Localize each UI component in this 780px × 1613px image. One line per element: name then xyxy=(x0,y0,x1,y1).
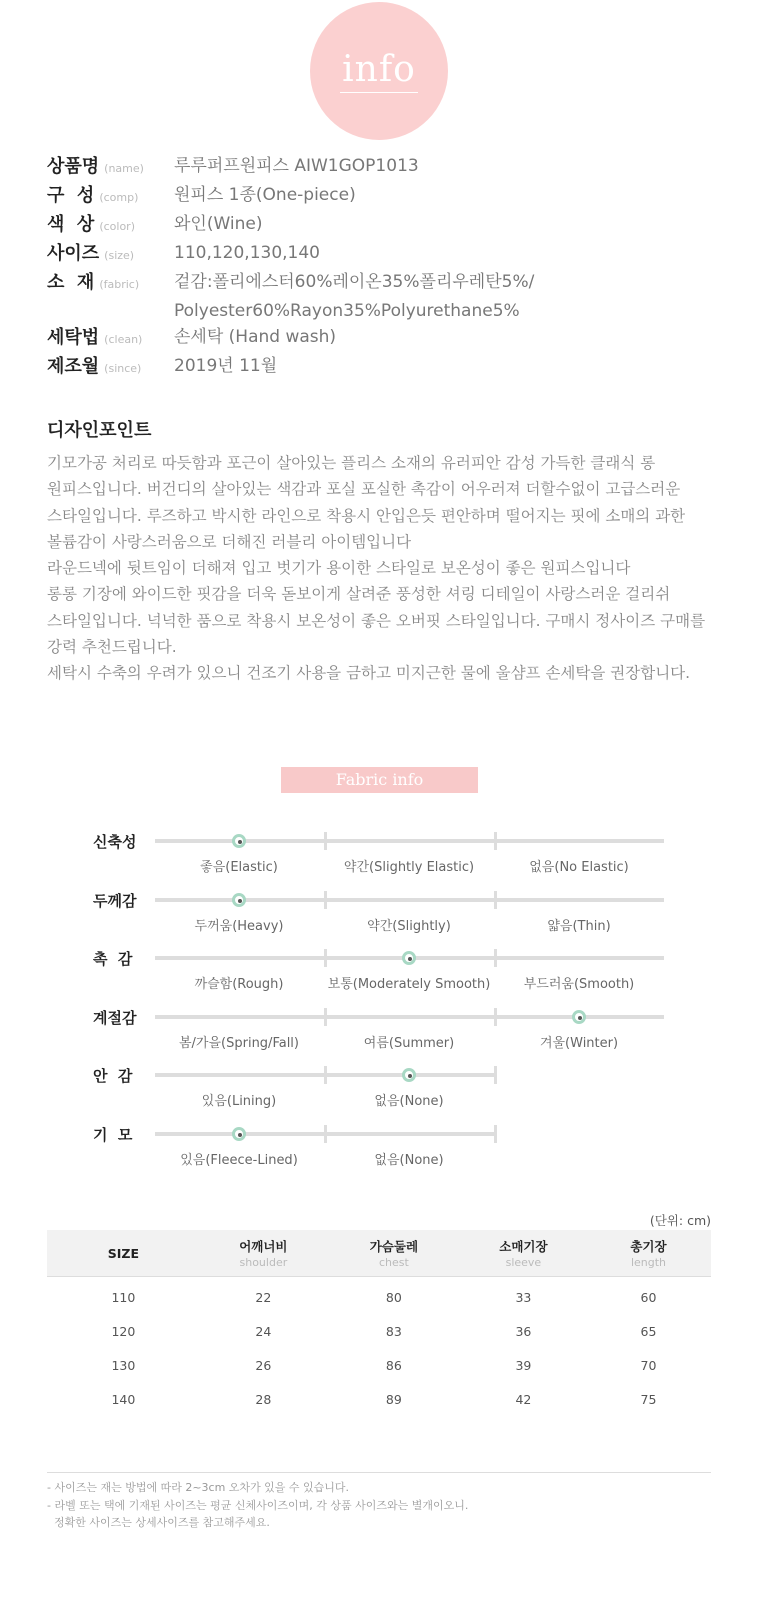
scale-tick xyxy=(494,1008,497,1026)
size-table-header xyxy=(47,1230,711,1277)
scale-option: 있음(Fleece-Lined) xyxy=(180,1152,298,1168)
design-point-line: 세탁시 수축의 우려가 있으니 건조기 사용을 금하고 미지근한 물에 울샴프 손세탁을 권장합니다. xyxy=(47,664,691,683)
table-cell: 39 xyxy=(515,1357,532,1373)
table-cell: 120 xyxy=(111,1323,136,1339)
header-label-en: chest xyxy=(378,1256,409,1269)
spec-row-clean xyxy=(47,326,737,355)
scale-track xyxy=(155,1015,664,1019)
table-cell: 75 xyxy=(640,1391,657,1407)
table-cell: 86 xyxy=(385,1357,402,1373)
scale-option: 약간(Slightly Elastic) xyxy=(343,860,475,875)
spec-label: 구 성 xyxy=(47,185,95,206)
spec-row-comp xyxy=(47,184,737,213)
table-cell: 42 xyxy=(515,1391,532,1407)
spec-value-line: 겉감:폴리에스터60%레이온35%폴리우레탄5%/ xyxy=(174,272,535,292)
spec-value xyxy=(174,268,534,326)
table-cell: 70 xyxy=(640,1357,657,1373)
design-point-line: 스타일입니다. 넉넉한 품으로 착용시 보온성이 좋은 오버핏 스타일입니다. 구매시 정사이즈 구매를 xyxy=(47,611,706,630)
spec-row-since xyxy=(47,355,737,384)
design-point-line: 강력 추천드립니다. xyxy=(47,638,177,657)
scale-option: 봄/가을(Spring/Fall) xyxy=(178,1035,299,1051)
scale-option: 까슬함(Rough) xyxy=(194,977,284,992)
scale-option: 겨울(Winter) xyxy=(539,1035,619,1051)
scale-option: 없음(None) xyxy=(374,1094,444,1109)
design-point-line: 볼륨감이 사랑스러움으로 더해진 러블리 아이템입니다 xyxy=(47,532,412,551)
header-label: 어깨너비 xyxy=(239,1239,288,1254)
table-cell: 36 xyxy=(515,1323,532,1339)
spec-label-en: (size) xyxy=(104,249,135,262)
table-cell: 24 xyxy=(255,1323,272,1339)
table-cell: 83 xyxy=(385,1323,402,1339)
spec-value: 110,120,130,140 xyxy=(174,243,321,263)
scale-tick xyxy=(324,832,327,850)
table-cell: 80 xyxy=(385,1289,402,1305)
note-line: 정확한 사이즈는 상세사이즈를 참고해주세요. xyxy=(47,1516,270,1529)
spec-label-en: (clean) xyxy=(104,333,143,346)
spec-label: 사이즈 xyxy=(47,243,100,264)
table-cell: 65 xyxy=(640,1323,657,1339)
scale-label: 기 모 xyxy=(93,1125,133,1144)
header-shoulder xyxy=(200,1230,327,1276)
design-point-line: 스타일입니다. 루즈하고 박시한 라인으로 착용시 안입은듯 편안하며 떨어지는 핏에 소매의 과한 xyxy=(47,506,686,525)
spec-label-en: (color) xyxy=(99,220,135,233)
scale-option: 약간(Slightly) xyxy=(367,918,451,934)
header-label: 총기장 xyxy=(630,1239,667,1254)
spec-row-size xyxy=(47,242,737,271)
scale-option: 두꺼움(Heavy) xyxy=(194,918,284,934)
scale-option: 보통(Moderately Smooth) xyxy=(327,977,491,992)
design-point-title: 디자인포인트 xyxy=(47,420,152,441)
header-label-en: length xyxy=(630,1256,666,1269)
spec-value: 루루퍼프원피스 AIW1GOP1013 xyxy=(174,156,419,176)
scale-tick xyxy=(324,1008,327,1026)
table-row xyxy=(47,1382,711,1416)
design-point-line: 원피스입니다. 버건디의 살아있는 색감과 포실 포실한 촉감이 어우러져 더할수없이 고급스러운 xyxy=(47,480,681,499)
spec-value: 손세탁 (Hand wash) xyxy=(174,327,337,347)
scale-option: 없음(No Elastic) xyxy=(529,860,629,875)
scale-tick xyxy=(324,1125,327,1143)
header-chest xyxy=(327,1230,461,1276)
scale-tick xyxy=(494,1125,497,1143)
header-label-en: sleeve xyxy=(505,1256,542,1269)
spec-label-en: (name) xyxy=(104,162,144,175)
product-specs xyxy=(47,155,737,384)
table-cell: 60 xyxy=(640,1289,657,1305)
spec-row-fabric xyxy=(47,271,737,326)
spec-row-name xyxy=(47,155,737,184)
spec-label: 소 재 xyxy=(47,272,95,293)
scale-tick xyxy=(494,1066,497,1084)
spec-label: 색 상 xyxy=(47,214,95,235)
fabric-info-title: Fabric info xyxy=(281,767,478,793)
header-size xyxy=(47,1230,200,1276)
design-point-line: 롱롱 기장에 와이드한 핏감을 더욱 돋보이게 살려준 풍성한 셔링 디테일이 사랑스러운 걸리쉬 xyxy=(47,585,671,604)
table-cell: 110 xyxy=(111,1289,136,1305)
spec-row-color xyxy=(47,213,737,242)
scale-selected-marker xyxy=(572,1010,586,1024)
table-cell: 140 xyxy=(111,1391,136,1407)
size-table xyxy=(47,1230,711,1416)
spec-value: 원피스 1종(One-piece) xyxy=(174,185,356,205)
spec-value-line: Polyester60%Rayon35%Polyurethane5% xyxy=(174,301,520,321)
table-cell: 33 xyxy=(515,1289,532,1305)
scale-label: 신축성 xyxy=(93,833,137,851)
scale-label: 계절감 xyxy=(93,1008,137,1027)
info-badge-text: info xyxy=(340,50,418,93)
scale-option: 여름(Summer) xyxy=(363,1035,455,1051)
info-badge xyxy=(310,2,448,140)
header-label-en: shoulder xyxy=(239,1256,288,1269)
scale-option: 부드러움(Smooth) xyxy=(523,977,635,992)
spec-label-en: (comp) xyxy=(99,191,139,204)
spec-label: 제조월 xyxy=(47,356,100,377)
design-point-line: 라운드넥에 뒷트임이 더해져 입고 벗기가 용이한 스타일로 보온성이 좋은 원피스입니다 xyxy=(47,559,631,578)
spec-label: 상품명 xyxy=(47,156,100,177)
scale-tick xyxy=(324,891,327,909)
header-sleeve xyxy=(461,1230,586,1276)
scale-selected-marker xyxy=(232,893,246,907)
scale-selected-marker xyxy=(402,951,416,965)
table-cell: 28 xyxy=(255,1391,272,1407)
scale-label: 촉 감 xyxy=(93,950,133,968)
scale-tick xyxy=(324,949,327,967)
scale-tick xyxy=(494,949,497,967)
table-row xyxy=(47,1314,711,1348)
scale-label: 안 감 xyxy=(93,1067,133,1085)
scale-option: 없음(None) xyxy=(374,1152,444,1168)
header-length xyxy=(586,1230,711,1276)
header-label: 가슴둘레 xyxy=(369,1239,419,1254)
spec-label-en: (fabric) xyxy=(99,278,140,291)
header-label: SIZE xyxy=(107,1245,140,1261)
table-row xyxy=(47,1348,711,1382)
scale-label: 두께감 xyxy=(93,891,137,910)
table-row xyxy=(47,1280,711,1314)
scale-option: 좋음(Elastic) xyxy=(200,860,278,875)
scale-selected-marker xyxy=(232,834,246,848)
table-cell: 22 xyxy=(255,1289,272,1305)
note-line: - 라벨 또는 택에 기재된 사이즈는 평균 신체사이즈이며, 각 상품 사이즈와는 별개이오니. xyxy=(47,1498,469,1512)
design-point-section xyxy=(47,416,727,687)
spec-label-en: (since) xyxy=(104,362,142,375)
spec-value: 와인(Wine) xyxy=(174,214,263,234)
scale-selected-marker xyxy=(402,1068,416,1082)
scale-option: 있음(Lining) xyxy=(201,1094,277,1109)
size-notes xyxy=(47,1472,711,1532)
spec-label: 세탁법 xyxy=(47,327,100,348)
header-label: 소매기장 xyxy=(499,1239,548,1254)
table-cell: 89 xyxy=(385,1391,402,1407)
design-point-line: 기모가공 처리로 따듯함과 포근이 살아있는 플리스 소재의 유러피안 감성 가득한 클래식 롱 xyxy=(47,454,656,472)
scale-option: 얇음(Thin) xyxy=(547,918,611,934)
note-line: - 사이즈는 재는 방법에 따라 2~3cm 오차가 있을 수 있습니다. xyxy=(47,1481,350,1494)
scale-tick xyxy=(494,832,497,850)
table-cell: 26 xyxy=(255,1357,272,1373)
size-unit: (단위: cm) xyxy=(649,1213,711,1228)
spec-value: 2019년 11월 xyxy=(174,356,278,376)
scale-selected-marker xyxy=(232,1127,246,1141)
table-cell: 130 xyxy=(111,1357,136,1373)
scale-tick xyxy=(494,891,497,909)
scale-tick xyxy=(324,1066,327,1084)
